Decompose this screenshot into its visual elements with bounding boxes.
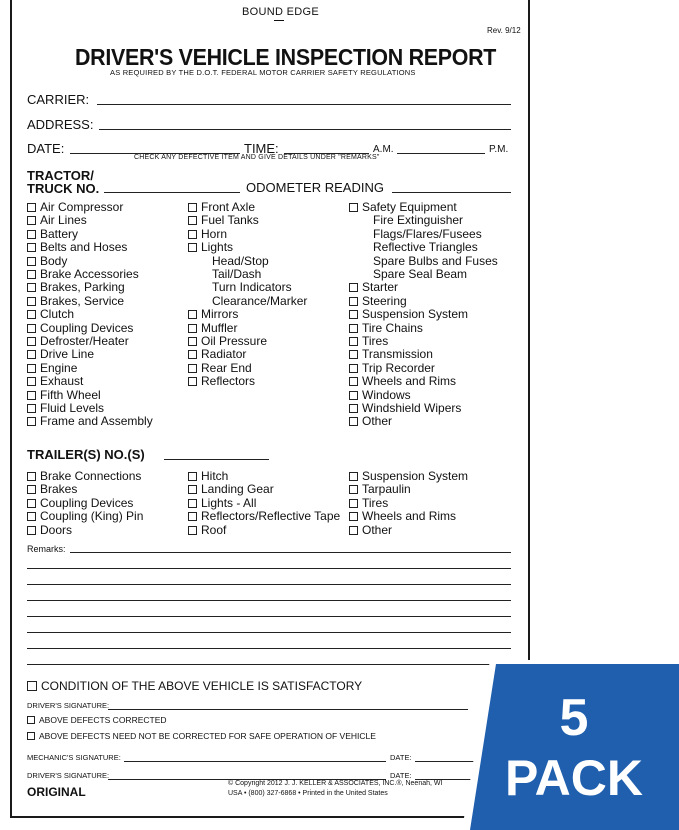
item-label: Lights — [201, 240, 234, 255]
checkbox-windshield-wipers[interactable] — [349, 404, 358, 413]
item-label: Brakes, Parking — [40, 280, 125, 295]
checkbox-other[interactable] — [349, 526, 358, 535]
item-label: Steering — [362, 293, 407, 308]
item-label: Suspension System — [362, 469, 469, 483]
item-label: Mirrors — [201, 307, 239, 322]
satisfactory-text: CONDITION OF THE ABOVE VEHICLE IS SATISFACTORY — [41, 679, 363, 693]
pm-label: P.M. — [489, 144, 509, 155]
remarks-line[interactable] — [27, 648, 511, 649]
badge-number: 5 — [559, 689, 589, 747]
time-label: TIME: — [244, 141, 279, 156]
check-item-landing-gear — [188, 483, 274, 496]
check-item-safety-equipment — [349, 201, 457, 214]
report-subtitle: AS REQUIRED BY THE D.O.T. FEDERAL MOTOR CARRIER SAFETY REGULATIONS — [110, 68, 416, 77]
copyright-line-2: USA • (800) 327-6868 • Printed in the United States — [228, 790, 388, 797]
check-item-coupling-king-pin — [27, 510, 143, 523]
check-item-coupling-devices — [27, 322, 133, 335]
check-item-horn — [188, 228, 227, 241]
item-label: Drive Line — [40, 347, 95, 362]
checkbox-windows[interactable] — [349, 391, 358, 400]
item-label: Exhaust — [40, 374, 84, 389]
checkbox-brakes[interactable] — [27, 485, 36, 494]
item-label: Head/Stop — [212, 253, 269, 268]
item-label: Wheels and Rims — [362, 374, 457, 389]
check-item-air-compressor — [27, 201, 123, 214]
remarks-line[interactable] — [27, 632, 511, 633]
check-item-wheels-and-rims — [349, 375, 456, 388]
revision-label: Rev. 9/12 — [487, 26, 521, 35]
item-label: Reflectors — [201, 374, 256, 389]
remarks-line[interactable] — [27, 568, 511, 569]
check-item-front-axle — [188, 201, 255, 214]
check-item-trip-recorder — [349, 362, 435, 375]
check-item-exhaust — [27, 375, 83, 388]
checkbox-wheels-and-rims[interactable] — [349, 512, 358, 521]
checkbox-air-compressor[interactable] — [27, 203, 36, 212]
item-label: Tarpaulin — [362, 482, 411, 497]
check-item-brakes-service — [27, 295, 124, 308]
checkbox-other[interactable] — [349, 417, 358, 426]
check-item-reflectors — [188, 375, 255, 388]
satisfactory-checkbox[interactable] — [27, 681, 37, 691]
item-label: Safety Equipment — [362, 200, 457, 214]
sub-item-flags-flares-fusees — [373, 228, 482, 241]
sub-item-reflective-triangles — [373, 241, 478, 254]
check-item-fuel-tanks — [188, 214, 259, 227]
checkbox-engine[interactable] — [27, 364, 36, 373]
sub-item-clearance-marker — [212, 295, 307, 308]
item-label: Roof — [201, 522, 227, 537]
check-item-air-lines — [27, 214, 87, 227]
item-label: Air Lines — [40, 213, 87, 228]
truck-no-line[interactable] — [104, 192, 240, 193]
check-item-tires — [349, 335, 388, 348]
item-label: Coupling (King) Pin — [40, 509, 144, 524]
checkbox-air-lines[interactable] — [27, 216, 36, 225]
carrier-label: CARRIER: — [27, 92, 90, 107]
sub-item-spare-bulbs-and-fuses — [373, 255, 498, 268]
item-label: Wheels and Rims — [362, 509, 457, 524]
check-item-lights-all — [188, 497, 256, 510]
check-item-muffler — [188, 322, 237, 335]
checkbox-horn[interactable] — [188, 230, 197, 239]
odometer-label: ODOMETER READING — [246, 180, 384, 195]
item-label: Suspension System — [362, 307, 469, 322]
bound-edge-label: BOUND EDGE — [242, 6, 319, 18]
checkbox-brake-connections[interactable] — [27, 472, 36, 481]
item-label: Transmission — [362, 347, 433, 362]
check-item-tarpaulin — [349, 483, 411, 496]
checkbox-frame-and-assembly[interactable] — [27, 417, 36, 426]
check-item-coupling-devices — [27, 497, 133, 510]
checkbox-lights-all[interactable] — [188, 499, 197, 508]
five-pack-badge — [462, 655, 679, 830]
checkbox-defroster-heater[interactable] — [27, 337, 36, 346]
item-label: Doors — [40, 522, 73, 537]
item-label: Body — [40, 253, 68, 268]
checkbox-transmission[interactable] — [349, 350, 358, 359]
check-item-tires — [349, 497, 388, 510]
checkbox-lights[interactable] — [188, 243, 197, 252]
item-label: Tires — [362, 334, 389, 348]
item-label: Coupling Devices — [40, 320, 134, 335]
check-item-reflectors-reflective-tape — [188, 510, 340, 523]
check-item-brakes-parking — [27, 281, 125, 294]
sub-item-fire-extinguisher — [373, 214, 463, 227]
truck-no-label: TRUCK NO. — [27, 181, 100, 196]
checkbox-landing-gear[interactable] — [188, 485, 197, 494]
check-item-radiator — [188, 348, 246, 361]
checkbox-coupling-devices[interactable] — [27, 499, 36, 508]
pm-time-line[interactable] — [397, 153, 485, 154]
sub-item-head-stop — [212, 255, 269, 268]
checkbox-trip-recorder[interactable] — [349, 364, 358, 373]
remarks-line[interactable] — [27, 600, 511, 601]
item-label: Landing Gear — [201, 482, 274, 497]
remarks-line[interactable] — [27, 616, 511, 617]
remarks-line[interactable] — [27, 584, 511, 585]
item-label: Clearance/Marker — [212, 293, 308, 308]
item-label: Engine — [40, 360, 78, 375]
item-label: Tire Chains — [362, 320, 423, 335]
item-label: Air Compressor — [40, 200, 124, 214]
checkbox-fluid-levels[interactable] — [27, 404, 36, 413]
check-item-transmission — [349, 348, 433, 361]
checkbox-mirrors[interactable] — [188, 310, 197, 319]
item-label: Horn — [201, 226, 228, 241]
checkbox-clutch[interactable] — [27, 310, 36, 319]
date-label: DATE: — [27, 141, 65, 156]
check-item-body — [27, 255, 67, 268]
badge-word: PACK — [505, 750, 643, 806]
check-item-suspension-system — [349, 470, 468, 483]
address-line[interactable] — [99, 129, 511, 130]
item-label: Hitch — [201, 469, 229, 483]
am-label: A.M. — [373, 144, 394, 155]
driver-date-label: DATE: — [390, 771, 412, 780]
checkbox-front-axle[interactable] — [188, 203, 197, 212]
item-label: Brakes, Service — [40, 293, 125, 308]
checkbox-reflectors[interactable] — [188, 377, 197, 386]
item-label: Brakes — [40, 482, 78, 497]
checkbox-body[interactable] — [27, 257, 36, 266]
item-label: Flags/Flares/Fusees — [373, 226, 482, 241]
mechanic-signature-line[interactable] — [124, 761, 386, 762]
item-label: Other — [362, 522, 393, 537]
defect-instruction: CHECK ANY DEFECTIVE ITEM AND GIVE DETAILS UNDER "REMARKS" — [134, 154, 380, 161]
item-label: Oil Pressure — [201, 334, 268, 348]
check-item-oil-pressure — [188, 335, 267, 348]
item-label: Brake Accessories — [40, 267, 139, 281]
item-label: Clutch — [40, 307, 75, 322]
check-item-rear-end — [188, 362, 252, 375]
check-item-windows — [349, 389, 411, 402]
mechanic-date-label: DATE: — [390, 753, 412, 762]
checkbox-exhaust[interactable] — [27, 377, 36, 386]
check-item-fifth-wheel — [27, 389, 101, 402]
check-item-engine — [27, 362, 77, 375]
bound-edge-mark — [274, 20, 284, 21]
check-item-tire-chains — [349, 322, 423, 335]
checkbox-drive-line[interactable] — [27, 350, 36, 359]
item-label: Windshield Wipers — [362, 401, 462, 415]
check-item-windshield-wipers — [349, 402, 461, 415]
defects-not-needed-text: ABOVE DEFECTS NEED NOT BE CORRECTED FOR SAFE OPERATION OF VEHICLE — [39, 731, 376, 741]
check-item-lights — [188, 241, 233, 254]
checkbox-muffler[interactable] — [188, 324, 197, 333]
item-label: Muffler — [201, 320, 238, 335]
driver-signature-line[interactable] — [108, 709, 468, 710]
item-label: Starter — [362, 280, 399, 295]
check-item-steering — [349, 295, 407, 308]
check-item-wheels-and-rims — [349, 510, 456, 523]
sub-item-spare-seal-beam — [373, 268, 467, 281]
checkbox-fuel-tanks[interactable] — [188, 216, 197, 225]
check-item-suspension-system — [349, 308, 468, 321]
odometer-line[interactable] — [392, 192, 511, 193]
item-label: Defroster/Heater — [40, 334, 129, 348]
check-item-belts-and-hoses — [27, 241, 127, 254]
checkbox-suspension-system[interactable] — [349, 472, 358, 481]
checkbox-suspension-system[interactable] — [349, 310, 358, 319]
defects-corrected-checkbox[interactable] — [27, 716, 35, 724]
driver-signature-label: DRIVER'S SIGNATURE: — [27, 701, 110, 710]
checkbox-radiator[interactable] — [188, 350, 197, 359]
check-item-starter — [349, 281, 398, 294]
checkbox-brakes-parking[interactable] — [27, 283, 36, 292]
item-label: Turn Indicators — [212, 280, 292, 295]
check-item-defroster-heater — [27, 335, 129, 348]
item-label: Coupling Devices — [40, 495, 134, 510]
check-item-roof — [188, 524, 226, 537]
item-label: Rear End — [201, 360, 252, 375]
item-label: Brake Connections — [40, 469, 142, 483]
checkbox-tires[interactable] — [349, 337, 358, 346]
checkbox-battery[interactable] — [27, 230, 36, 239]
checkbox-tarpaulin[interactable] — [349, 485, 358, 494]
checkbox-doors[interactable] — [27, 526, 36, 535]
item-label: Fifth Wheel — [40, 387, 101, 402]
check-item-frame-and-assembly — [27, 415, 153, 428]
satisfactory-option — [27, 679, 362, 693]
carrier-line[interactable] — [97, 104, 511, 105]
defects-corrected-text: ABOVE DEFECTS CORRECTED — [39, 715, 167, 725]
item-label: Tail/Dash — [212, 267, 262, 281]
checkbox-rear-end[interactable] — [188, 364, 197, 373]
item-label: Lights - All — [201, 495, 257, 510]
defects-corrected-option — [27, 715, 167, 725]
item-label: Fluid Levels — [40, 401, 105, 415]
driver-signature-2-label: DRIVER'S SIGNATURE: — [27, 771, 110, 780]
check-item-doors — [27, 524, 72, 537]
defects-not-needed-checkbox[interactable] — [27, 732, 35, 740]
check-item-brake-accessories — [27, 268, 139, 281]
item-label: Tires — [362, 495, 389, 510]
item-label: Frame and Assembly — [40, 414, 153, 429]
item-label: Reflective Triangles — [373, 240, 478, 255]
checkbox-roof[interactable] — [188, 526, 197, 535]
check-item-mirrors — [188, 308, 238, 321]
checkbox-starter[interactable] — [349, 283, 358, 292]
checkbox-belts-and-hoses[interactable] — [27, 243, 36, 252]
check-item-brake-connections — [27, 470, 141, 483]
checkbox-safety-equipment[interactable] — [349, 203, 358, 212]
trailer-label: TRAILER(S) NO.(S) — [27, 447, 145, 462]
check-item-battery — [27, 228, 78, 241]
check-item-brakes — [27, 483, 77, 496]
checkbox-oil-pressure[interactable] — [188, 337, 197, 346]
remarks-line[interactable] — [27, 664, 511, 665]
checkbox-hitch[interactable] — [188, 472, 197, 481]
checkbox-wheels-and-rims[interactable] — [349, 377, 358, 386]
checkbox-reflectors-reflective-tape[interactable] — [188, 512, 197, 521]
tractor-label: TRACTOR/ — [27, 168, 94, 183]
original-copy-label: ORIGINAL — [27, 785, 86, 799]
checkbox-steering[interactable] — [349, 297, 358, 306]
item-label: Trip Recorder — [362, 360, 435, 375]
checkbox-tire-chains[interactable] — [349, 324, 358, 333]
sub-item-turn-indicators — [212, 281, 292, 294]
check-item-other — [349, 415, 392, 428]
check-item-hitch — [188, 470, 228, 483]
check-item-clutch — [27, 308, 74, 321]
checkbox-brake-accessories[interactable] — [27, 270, 36, 279]
item-label: Fire Extinguisher — [373, 213, 464, 228]
item-label: Belts and Hoses — [40, 240, 128, 255]
checkbox-coupling-devices[interactable] — [27, 324, 36, 333]
defects-not-needed-option — [27, 731, 376, 741]
item-label: Radiator — [201, 347, 247, 362]
item-label: Windows — [362, 387, 411, 402]
checkbox-tires[interactable] — [349, 499, 358, 508]
checkbox-fifth-wheel[interactable] — [27, 391, 36, 400]
trailer-no-line[interactable] — [164, 459, 269, 460]
remarks-line[interactable] — [70, 552, 511, 553]
mechanic-signature-label: MECHANIC'S SIGNATURE: — [27, 753, 121, 762]
checkbox-brakes-service[interactable] — [27, 297, 36, 306]
check-item-other — [349, 524, 392, 537]
check-item-drive-line — [27, 348, 94, 361]
address-label: ADDRESS: — [27, 117, 94, 132]
item-label: Front Axle — [201, 200, 256, 214]
sub-item-tail-dash — [212, 268, 261, 281]
item-label: Battery — [40, 226, 79, 241]
item-label: Spare Seal Beam — [373, 267, 468, 281]
item-label: Reflectors/Reflective Tape — [201, 509, 341, 524]
remarks-label: Remarks: — [27, 544, 66, 554]
item-label: Fuel Tanks — [201, 213, 259, 228]
copyright-line-1: © Copyright 2012 J. J. KELLER & ASSOCIATES, INC.®, Neenah, WI — [228, 780, 443, 787]
report-title: DRIVER'S VEHICLE INSPECTION REPORT — [75, 44, 497, 70]
item-label: Other — [362, 414, 393, 429]
item-label: Spare Bulbs and Fuses — [373, 253, 498, 268]
inspection-report-sheet — [10, 0, 530, 818]
check-item-fluid-levels — [27, 402, 104, 415]
checkbox-coupling-king-pin[interactable] — [27, 512, 36, 521]
